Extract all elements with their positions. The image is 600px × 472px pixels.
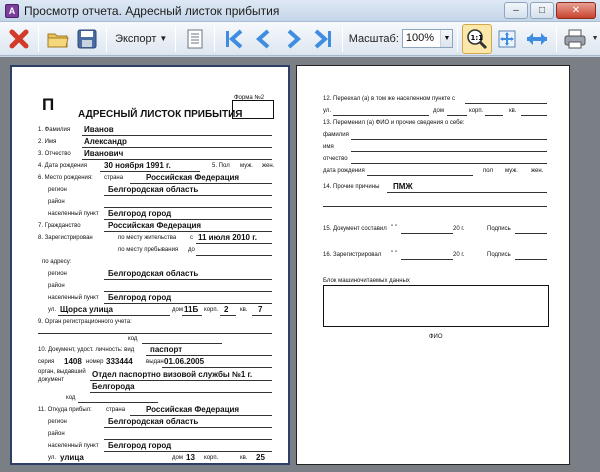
label-other-reasons: 14. Прочие причины [323,184,380,190]
next-page-icon[interactable] [278,24,308,54]
open-folder-icon[interactable] [43,24,73,54]
label-arrived-from: 11. Откуда прибыл: [38,407,92,413]
value-birth-city: Белгород город [108,209,172,218]
window-title: Просмотр отчета. Адресный листок прибытия [24,4,280,18]
export-button[interactable] [111,24,171,54]
label-from: с [190,235,193,241]
value-series: 1408 [64,357,82,366]
label-citizenship: 7. Гражданство [38,223,81,229]
page-width-icon[interactable] [522,24,552,54]
toolbar-separator [214,26,215,52]
value-doc-number: 333444 [106,357,133,366]
first-page-icon[interactable] [219,24,249,54]
chevron-down-icon: ▼ [440,30,452,47]
label-country-2: страна [106,407,126,413]
label-patronymic: 3. Отчество [38,151,71,157]
app-icon: A [5,4,19,18]
label-country: страна [104,175,124,181]
value-reg-city: Белгород город [108,293,172,302]
label-flat-2: кв. [240,455,248,461]
value-birthdate: 30 ноября 1991 г. [104,161,171,170]
value-surname: Иванов [84,125,114,134]
zoom-label: Масштаб: [348,32,399,45]
label-settlement-2: населенный пункт [48,295,99,301]
minimize-button[interactable]: – [504,2,528,19]
label-issuer-1: орган, выдавший [38,369,86,375]
label-district: район [48,199,65,205]
value-reg-flat: 7 [258,305,263,314]
label-sex: 5. Пол [212,163,230,169]
label-machine-readable: Блок машиночитаемых данных [323,278,410,284]
label-settlement-3: населенный пункт [48,443,99,449]
label-signature-1: Подпись [487,226,511,232]
label-district-3: район [48,431,65,437]
actual-size-icon[interactable] [462,24,492,54]
sex-male: муж. [240,163,253,169]
toolbar-separator [457,26,458,52]
value-birth-region: Белгородская область [108,185,199,194]
zoom-select[interactable] [402,29,454,48]
label-to: до [188,247,195,253]
toolbar-overflow-icon[interactable]: ▼ [591,35,599,42]
value-issuer-1: Отдел паспортно визовой службы №1 г. [92,370,253,379]
label-name: 2. Имя [38,139,57,145]
label-region: регион [48,187,67,193]
value-other-reason: ПМЖ [393,182,413,191]
label-house: дом [172,307,183,313]
value-reg-region: Белгородская область [108,269,199,278]
value-issuer-2: Белгорода [92,382,135,391]
label-changed-name: 13. Переменил (а) ФИО и прочие сведения о себе: [323,120,465,126]
label-address: по адресу: [42,259,72,265]
save-icon[interactable] [72,24,102,54]
title-bar [0,0,600,22]
label-place-stay: по месту пребывания [118,247,179,253]
label-region-3: регион [48,419,67,425]
label-moved-within: 12. Переехал (а) в том же населенном пункте с [323,96,455,102]
label-settlement: населенный пункт [48,211,99,217]
report-page-1 [10,65,290,465]
value-birth-country: Российская Федерация [146,173,240,182]
label-registered: 8. Зарегистрирован [38,235,93,241]
value-from-country: Российская Федерация [146,405,240,414]
fit-page-icon[interactable] [492,24,522,54]
report-heading: АДРЕСНЫЙ ЛИСТОК ПРИБЫТИЯ [78,109,243,120]
report-page-2 [296,65,570,465]
print-icon[interactable] [561,24,591,54]
value-from-street: улица [60,453,84,462]
label-block-2: корп. [204,455,219,461]
label-patr: отчество [323,156,348,162]
close-button[interactable]: ✕ [556,2,596,19]
label-place-residence: по месту жительства [118,235,177,241]
chevron-down-icon: ▼ [159,34,168,43]
toolbar-separator [342,26,343,52]
value-reg-block: 2 [224,305,229,314]
label-street-abbr: ул. [48,307,57,313]
label-registered-by: 16. Зарегистрировал [323,252,382,258]
compiled-year: 20 г. [453,226,465,232]
label-first-name: имя [323,144,334,150]
prev-page-icon[interactable] [249,24,279,54]
label-signature-2: Подпись [487,252,511,258]
toolbar-separator [556,26,557,52]
label-district-2: район [48,283,65,289]
label-surname: 1. Фамилия [38,127,71,133]
label-dob: дата рождения [323,168,365,174]
form-number: Форма №2 [234,95,265,101]
label-code: код [128,336,138,342]
sex-female: жен. [262,163,275,169]
label-issued: выдан [146,359,164,365]
value-from-flat: 25 [256,453,265,462]
label-id-document: 10. Документ, удост. личность: вид [38,347,135,353]
label-zhen: жен. [531,168,544,174]
label-street: ул. [323,108,332,114]
value-from-house: 13 [186,453,195,462]
toolbar-separator [175,26,176,52]
label-pol: пол [483,168,493,174]
last-page-icon[interactable] [308,24,338,54]
label-flat-r: кв. [509,108,517,114]
label-flat: кв. [240,307,248,313]
window-controls [504,2,596,19]
form-number-box [232,100,274,119]
report-preview-area[interactable] [0,57,600,472]
label-fam: фамилия [323,132,349,138]
label-block-r: корп. [469,108,484,114]
label-fio: ФИО [429,334,443,340]
machine-readable-box [323,285,549,327]
label-muzh: муж. [505,168,518,174]
compiled-day: " " [391,225,397,231]
label-block: корп. [204,307,219,313]
label-house-r: дом [433,108,444,114]
label-house-2: дом [172,455,183,461]
label-series: серия [38,359,55,365]
label-registration-authority: 9. Орган регистрационного учета: [38,319,132,325]
page-setup-icon[interactable] [180,24,210,54]
label-doc-compiled: 15. Документ составил [323,226,387,232]
toolbar [0,22,600,56]
value-from-region: Белгородская область [108,417,199,426]
value-citizenship: Российская Федерация [108,221,202,230]
close-report-icon[interactable] [4,24,34,54]
zoom-value: 100% [405,32,435,44]
value-reg-street: Щорса улица [60,305,113,314]
label-street-abbr-2: ул. [48,455,57,461]
form-letter: П [42,95,55,114]
label-code-2: код [66,395,76,401]
value-registered-from: 11 июля 2010 г. [198,233,257,242]
label-birthplace: 6. Место рождения: [38,175,93,181]
registered-day: " " [391,251,397,257]
export-label: Экспорт [115,32,157,45]
value-document-type: паспорт [150,345,183,354]
value-name: Александр [84,137,127,146]
label-issuer-2: документ [38,377,64,383]
svg-text:1:1: 1:1 [470,33,484,42]
registered-year: 20 г. [453,252,465,258]
value-issue-date: 01.06.2005 [164,357,205,366]
toolbar-separator [38,26,39,52]
label-number: номер [86,359,104,365]
value-from-city: Белгород город [108,441,172,450]
toolbar-separator [106,26,107,52]
maximize-button[interactable]: □ [530,2,554,19]
value-reg-house: 11Б [184,305,199,314]
label-birthdate: 4. Дата рождения [38,163,87,169]
label-region-2: регион [48,271,67,277]
value-patronymic: Иванович [84,149,124,158]
